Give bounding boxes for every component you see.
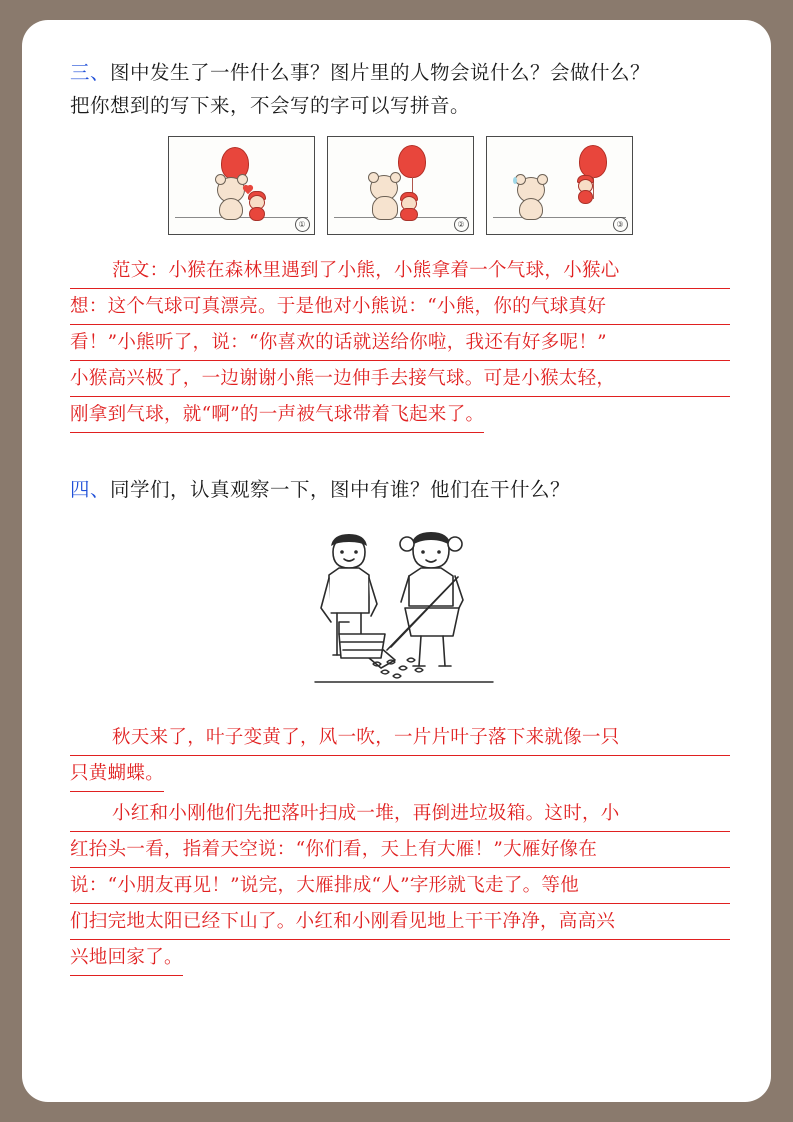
answer-line: 秋天来了，叶子变黄了，风一吹，一片片叶子落下来就像一只 xyxy=(70,720,730,756)
question-4-answer xyxy=(70,720,730,792)
panel-number-1: ① xyxy=(295,217,310,232)
illustration-svg xyxy=(295,522,505,702)
answer-line: 小猴高兴极了，一边谢谢小熊一边伸手去接气球。可是小猴太轻， xyxy=(70,361,730,397)
girl-figure xyxy=(400,532,463,666)
balloon-icon xyxy=(579,145,607,178)
bear-ear-right xyxy=(537,174,548,185)
worksheet-content xyxy=(70,56,730,976)
comic-strip xyxy=(70,136,730,235)
question-4-prompt: 同学们，认真观察一下，图中有谁？他们在干什么？ xyxy=(110,478,571,501)
answer-line: 只黄蝴蝶。 xyxy=(70,756,164,792)
comic-panel-1 xyxy=(168,136,315,235)
question-4-number: 四、 xyxy=(70,478,111,501)
bear-body xyxy=(372,196,398,220)
bear-body xyxy=(519,198,543,220)
answer-line: 看！”小熊听了，说：“你喜欢的话就送给你啦，我还有好多呢！” xyxy=(70,325,730,361)
monkey-body xyxy=(249,207,265,221)
question-3-number: 三、 xyxy=(70,61,111,84)
monkey-body xyxy=(400,208,418,221)
answer-line: 们扫完地太阳已经下山了。小红和小刚看见地上干干净净，高高兴 xyxy=(70,904,730,940)
panel-number-2: ② xyxy=(454,217,469,232)
question-4-heading xyxy=(70,473,730,506)
sweat-drop xyxy=(513,177,517,184)
worksheet-page xyxy=(22,20,771,1102)
answer-line: 刚拿到气球，就“啊”的一声被气球带着飞起来了。 xyxy=(70,397,484,433)
panel-number-3: ③ xyxy=(613,217,628,232)
question-3-prompt-line1: 图中发生了一件什么事？图片里的人物会说什么？会做什么？ xyxy=(110,61,651,84)
question-4-answer-paragraph-2 xyxy=(70,796,730,976)
comic-panel-3 xyxy=(486,136,633,235)
bear-ear-right xyxy=(390,172,401,183)
answer-line: 红抬头一看，指着天空说：“你们看，天上有大雁！”大雁好像在 xyxy=(70,832,730,868)
bear-ear-left xyxy=(368,172,379,183)
ground-line xyxy=(493,217,626,218)
bear-ear-right xyxy=(237,174,248,185)
balloon-icon xyxy=(398,145,426,178)
question-3-heading xyxy=(70,56,730,89)
bear-body xyxy=(219,198,243,220)
question-3-answer xyxy=(70,253,730,433)
answer-line: 说：“小朋友再见！”说完，大雁排成“人”字形就飞走了。等他 xyxy=(70,868,730,904)
ground-line xyxy=(175,217,308,218)
answer-line: 想：这个气球可真漂亮。于是他对小熊说：“小熊，你的气球真好 xyxy=(70,289,730,325)
monkey-body xyxy=(578,190,593,204)
sweeping-children-illustration xyxy=(70,522,730,702)
comic-panel-2 xyxy=(327,136,474,235)
answer-line: 小红和小刚他们先把落叶扫成一堆，再倒进垃圾箱。这时，小 xyxy=(70,796,730,832)
question-3-prompt-line2: 把你想到的写下来，不会写的字可以写拼音。 xyxy=(70,94,471,117)
answer-line: 兴地回家了。 xyxy=(70,940,183,976)
answer-line: 范文：小猴在森林里遇到了小熊，小熊拿着一个气球，小猴心 xyxy=(70,253,730,289)
dustpan xyxy=(339,622,385,658)
bear-ear-left xyxy=(215,174,226,185)
